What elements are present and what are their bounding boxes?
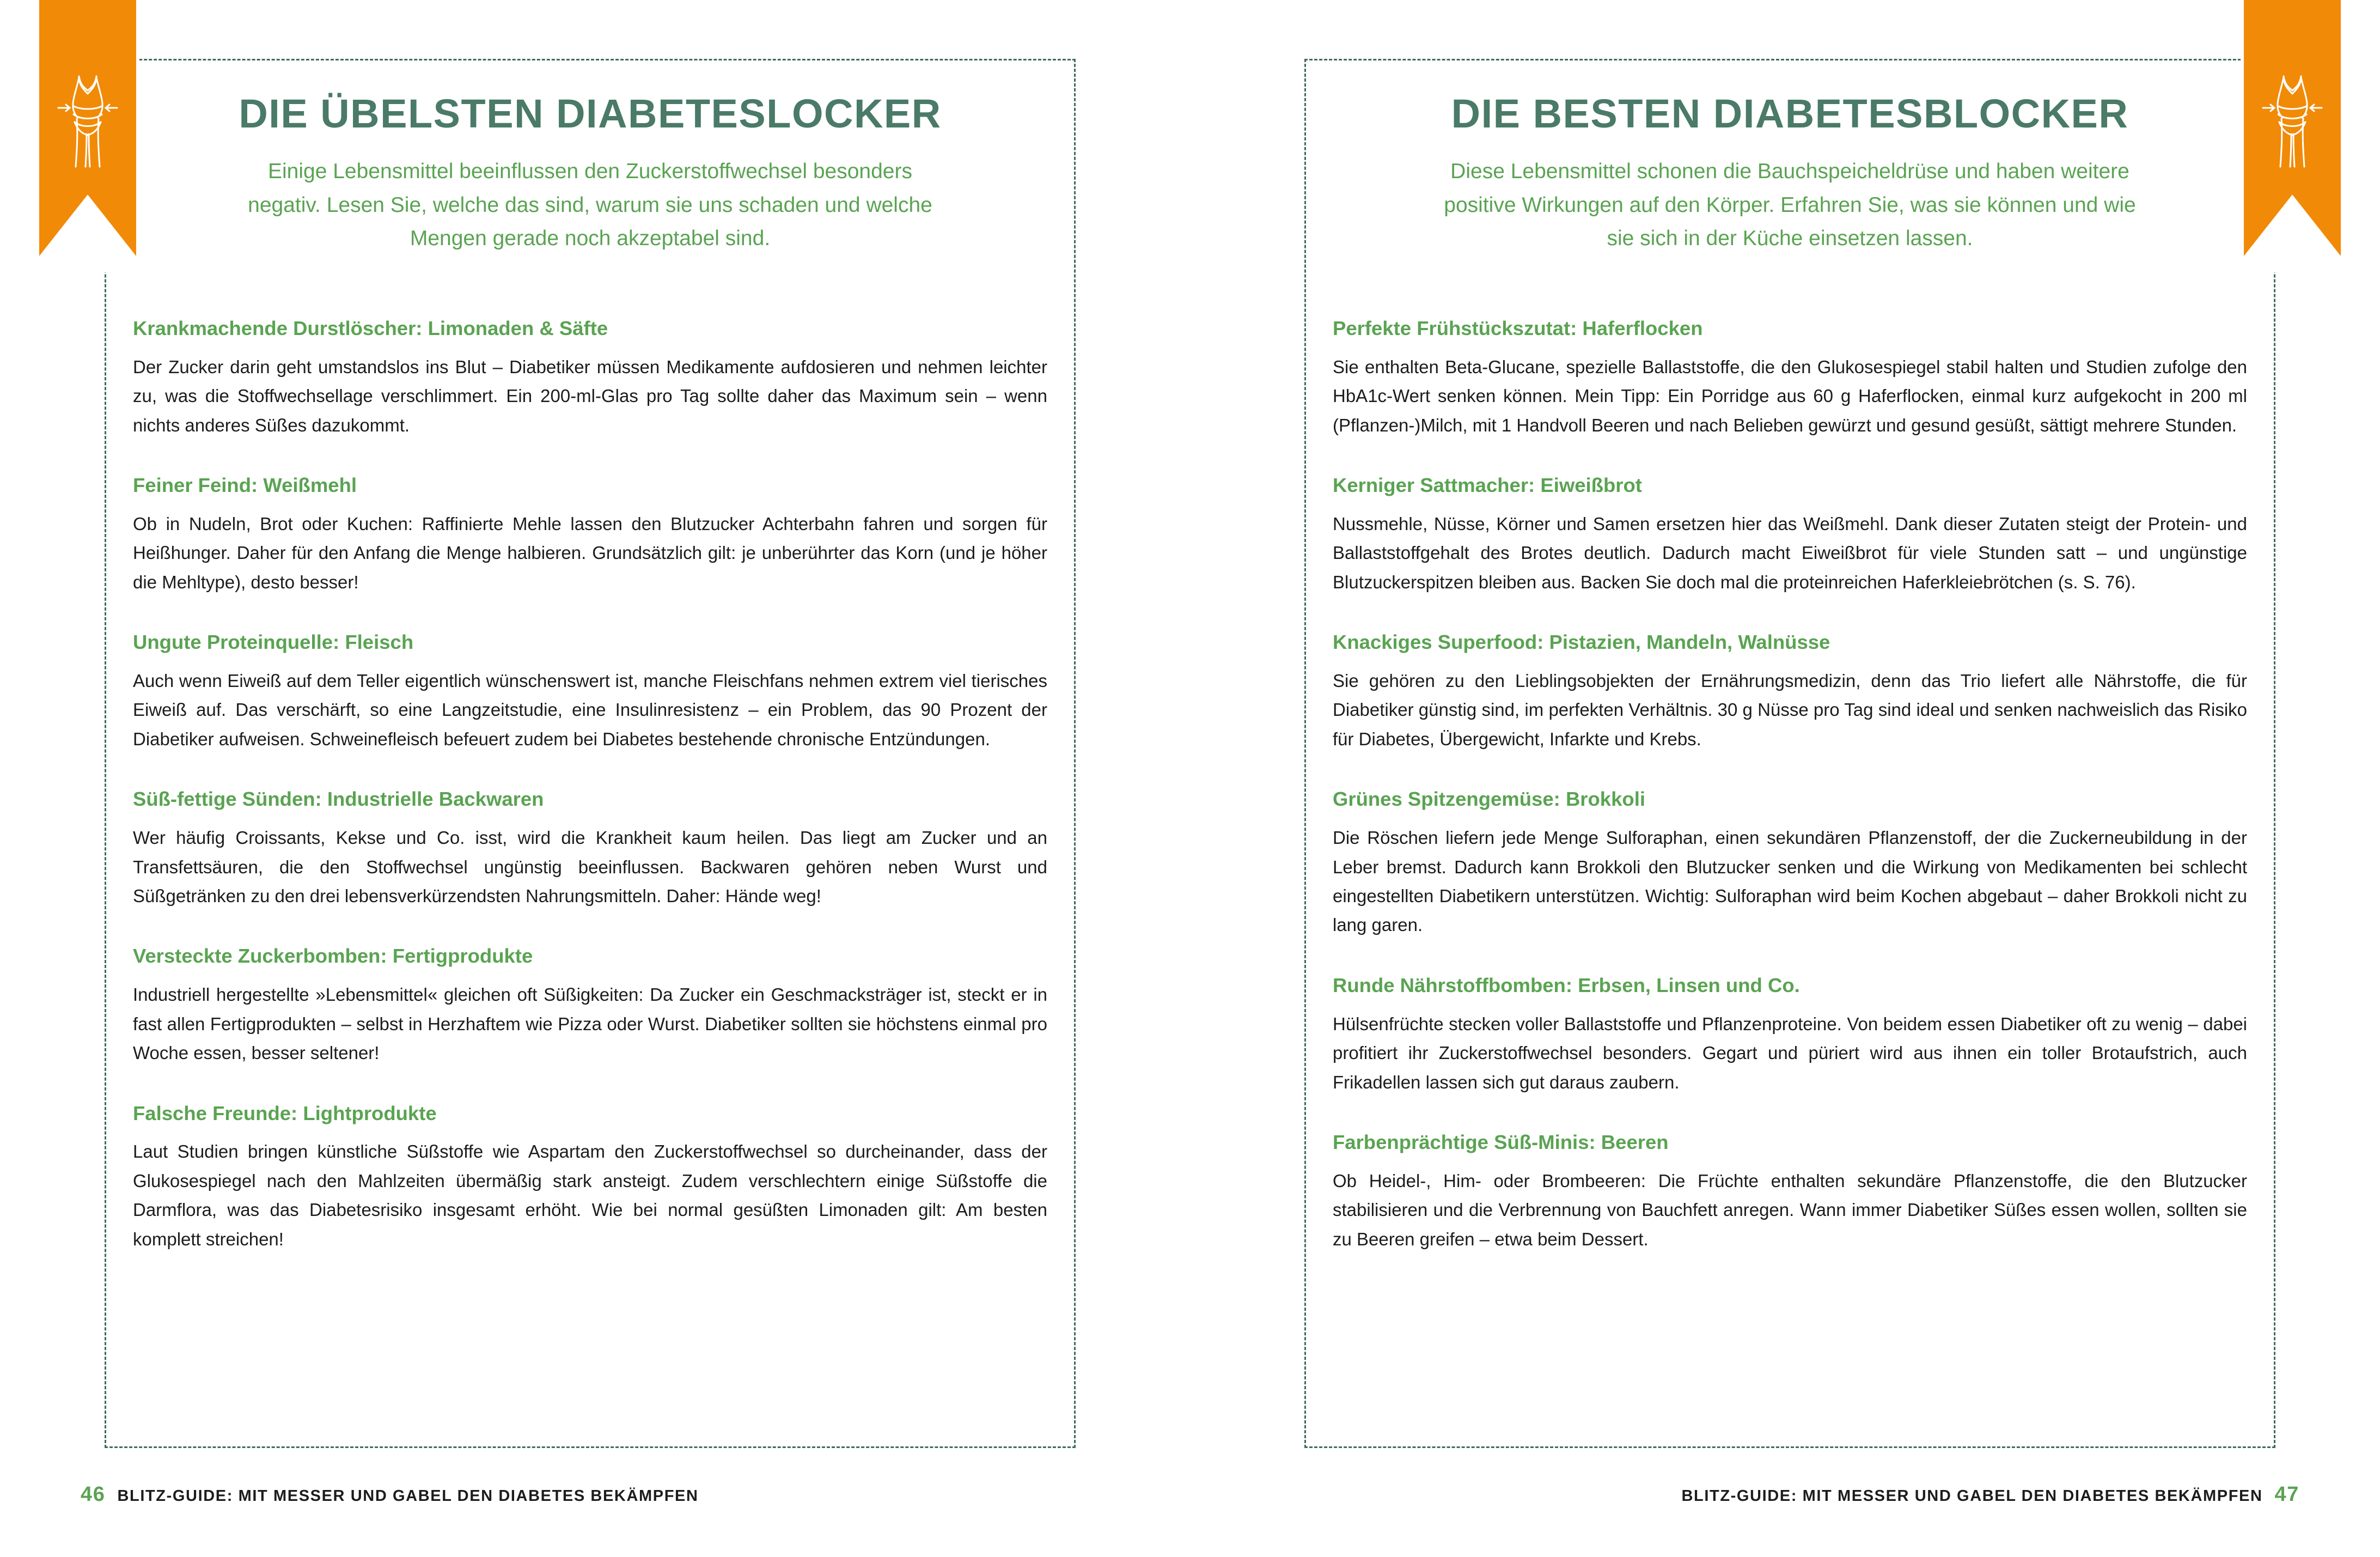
left-page-footer — [81, 1483, 699, 1515]
section — [1333, 473, 2247, 597]
section-body: Wer häufig Croissants, Kekse und Co. isst, wird die Krankheit kaum heilen. Das liegt am Zucker und an Transfettsäuren, die den Stoffwechsel ungünstig beeinflussen. Backwaren gehören neben Wurst und Süßgetränken zu den drei lebensverkürzendsten Nahrungsmitteln. Daher: Hände weg! — [133, 828, 1047, 906]
section — [1333, 787, 2247, 940]
right-page-footer — [1681, 1483, 2299, 1515]
section — [133, 944, 1047, 1067]
section — [1333, 1130, 2247, 1254]
section-heading: Grünes Spitzengemüse: Brokkoli — [1333, 788, 1645, 811]
section-heading: Kerniger Sattmacher: Eiweißbrot — [1333, 473, 1642, 496]
running-head: BLITZ-GUIDE: MIT MESSER UND GABEL DEN DIABETES BEKÄMPFEN — [1681, 1487, 2263, 1505]
right-page-sections — [1304, 256, 2275, 1254]
section — [133, 1102, 1047, 1254]
section-body: Nussmehle, Nüsse, Körner und Samen ersetzen hier das Weißmehl. Dank dieser Zutaten steigt der Protein- und Ballaststoffgehalt des Brotes deutlich. Dadurch macht Eiweißbrot für viele Stunden satt – und ungünstige Blutzuckerspitzen bleiben aus. Backen Sie doch mal die proteinreichen Haferkleiebrötchen (s. S. 76). — [1333, 513, 2247, 592]
section — [133, 317, 1047, 440]
section-heading: Krankmachende Durstlöscher: Limonaden & Säfte — [133, 317, 608, 339]
section — [1333, 974, 2247, 1097]
page-subtitle: Einige Lebensmittel beeinflussen den Zuckerstoffwechsel besonders negativ. Lesen Sie, welche das sind, warum sie uns schaden und welche Mengen gerade noch akzeptabel sind. — [248, 160, 932, 251]
left-page-head — [105, 59, 1076, 256]
section-body: Der Zucker darin geht umstandslos ins Blut – Diabetiker müssen Medikamente aufdosieren und nehmen leichter zu, was die Stoffwechsellage verschlimmert. Ein 200-ml-Glas pro Tag sollte daher das Maximum sein – wenn nichts anderes Süßes dazukommt. — [133, 356, 1047, 435]
section-body: Sie gehören zu den Lieblingsobjekten der Ernährungsmedizin, denn das Trio liefert alle Nährstoffe, die für Diabetiker günstig sind, im perfekten Verhältnis. 30 g Nüsse pro Tag sind ideal und senken nachweislich das Risiko für Diabetes, Übergewicht, Infarkte und Krebs. — [1333, 670, 2247, 749]
left-page-sections — [105, 256, 1076, 1254]
section-body: Laut Studien bringen künstliche Süßstoffe wie Aspartam den Zuckerstoffwechsel so durcheinander, dass der Glukosespiegel nach den Mahlzeiten übermäßig stark ansteigt. Zudem verschlechtern einige Süßstoffe die Darmflora, was das Diabetesrisiko insgesamt erhöht. Wie bei normal gesüßten Limonaden gilt: Am besten komplett streichen! — [133, 1141, 1047, 1249]
page-subtitle: Diese Lebensmittel schonen die Bauchspeicheldrüse und haben weitere positive Wirkungen auf den Körper. Erfahren Sie, was sie können und wie sie sich in der Küche einsetzen lassen. — [1444, 160, 2136, 251]
section-heading: Knackiges Superfood: Pistazien, Mandeln, Walnüsse — [1333, 631, 1830, 654]
section — [133, 473, 1047, 597]
section-body: Die Röschen liefern jede Menge Sulforaphan, einen sekundären Pflanzenstoff, der die Zuckerneubildung in der Leber bremst. Dadurch kann Brokkoli den Blutzucker senken und die Wirkung von Medikamenten bei schlecht eingestellten Diabetikern unterstützen. Wichtig: Sulforaphan wird beim Kochen abgebaut – daher Brokkoli nicht zu lang garen. — [1333, 828, 2247, 935]
section-body: Ob in Nudeln, Brot oder Kuchen: Raffinierte Mehle lassen den Blutzucker Achterbahn fahren und sorgen für Heißhunger. Daher für den Anfang die Menge halbieren. Grundsätzlich gilt: je unberührter das Korn (und je höher die Mehltype), desto besser! — [133, 513, 1047, 592]
page-title: DIE BESTEN DIABETESBLOCKER — [1451, 91, 2129, 136]
section — [133, 787, 1047, 910]
right-page-content — [1304, 59, 2275, 1448]
left-page-content — [105, 59, 1076, 1448]
female-body-waist-measure-icon — [2260, 70, 2325, 173]
section — [133, 630, 1047, 753]
page-number: 47 — [2274, 1483, 2299, 1506]
page-title: DIE ÜBELSTEN DIABETESLOCKER — [239, 91, 942, 136]
section-body: Hülsenfrüchte stecken voller Ballaststoffe und Pflanzenproteine. Von beidem essen Diabetiker oft zu wenig – dabei profitiert ihr Zuckerstoffwechsel besonders. Gegart und püriert wird aus ihnen ein toller Brotaufstrich, auch Frikadellen lassen sich gut daraus zaubern. — [1333, 1013, 2247, 1092]
section-heading: Ungute Proteinquelle: Fleisch — [133, 631, 414, 654]
section-heading: Falsche Freunde: Lightprodukte — [133, 1102, 437, 1124]
section-body: Industriell hergestellte »Lebensmittel« gleichen oft Süßigkeiten: Da Zucker ein Geschmacksträger ist, steckt er in fast allen Fertigprodukten – selbst in Herzhaftem wie Pizza oder Wurst. Diabetiker sollten sie höchstens einmal pro Woche essen, besser seltener! — [133, 984, 1047, 1063]
running-head: BLITZ-GUIDE: MIT MESSER UND GABEL DEN DIABETES BEKÄMPFEN — [117, 1487, 699, 1505]
page-number: 46 — [81, 1483, 106, 1506]
section-heading: Versteckte Zuckerbomben: Fertigprodukte — [133, 945, 533, 968]
section-heading: Feiner Feind: Weißmehl — [133, 473, 357, 496]
right-page — [1190, 0, 2380, 1557]
section-heading: Süß-fettige Sünden: Industrielle Backwaren — [133, 788, 544, 811]
right-page-head — [1304, 59, 2275, 256]
section-heading: Runde Nährstoffbomben: Erbsen, Linsen und Co. — [1333, 974, 1800, 996]
section-body: Auch wenn Eiweiß auf dem Teller eigentlich wünschenswert ist, manche Fleischfans nehmen extrem viel tierisches Eiweiß auf. Das verschärft, so eine Langzeitstudie, eine Insulinresistenz – ein Problem, das 90 Prozent der Diabetiker aufweisen. Schweinefleisch befeuert zudem bei Diabetes bestehende chronische Entzündungen. — [133, 670, 1047, 749]
section-heading: Perfekte Frühstückszutat: Haferflocken — [1333, 317, 1703, 339]
section — [1333, 317, 2247, 440]
section-heading: Farbenprächtige Süß-Minis: Beeren — [1333, 1131, 1669, 1154]
female-body-waist-measure-icon — [55, 70, 120, 173]
section — [1333, 630, 2247, 753]
section-body: Ob Heidel-, Him- oder Brombeeren: Die Früchte enthalten sekundäre Pflanzenstoffe, die den Blutzucker stabilisieren und die Verbrennung von Bauchfett anregen. Wann immer Diabetiker Süßes essen wollen, sollten sie zu Beeren greifen – etwa beim Dessert. — [1333, 1170, 2247, 1249]
section-body: Sie enthalten Beta-Glucane, spezielle Ballaststoffe, die den Glukosespiegel stabil halten und Studien zufolge den HbA1c-Wert senken können. Mein Tipp: Ein Porridge aus 60 g Haferflocken, einmal kurz aufgekocht in 200 ml (Pflanzen-)Milch, mit 1 Handvoll Beeren und nach Belieben gewürzt und gesund gesüßt, sättigt mehrere Stunden. — [1333, 356, 2247, 435]
